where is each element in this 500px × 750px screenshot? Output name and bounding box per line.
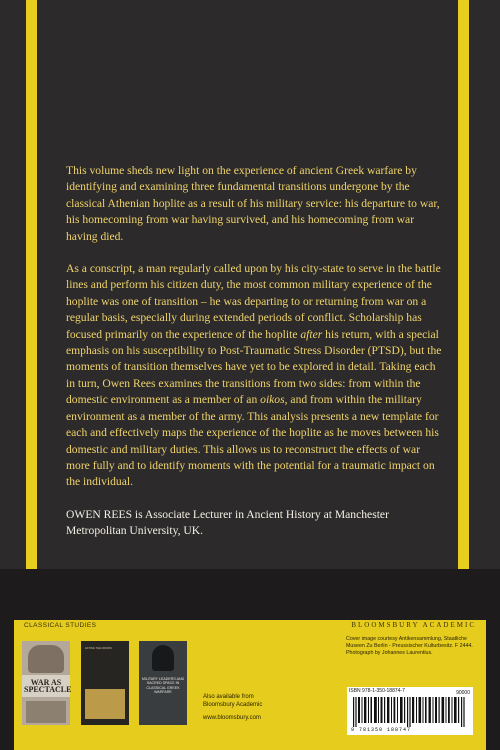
book-cover-war-as-spectacle xyxy=(22,641,70,725)
also-available-text: Also available from Bloomsbury Academic xyxy=(203,694,263,708)
book-title: MILITARY LEADERS AND SACRED SPACE IN CLASSICAL GREEK WARFARE xyxy=(141,677,185,695)
cover-image-credit: Cover image courtesy Antikensammlung, Staatliche Museen Zu Berlin - Preussischer Kulturbesitz. F 2444. Photograph by Johannes Laurentius. xyxy=(346,636,473,656)
helmet-image xyxy=(152,645,174,671)
blurb-paragraph-1: This volume sheds new light on the experience of ancient Greek warfare by identifying and examining three fundamental transitions undergone by the classical Athenian hoplite as a result of his military service: his departure to war, his homecoming from war having survived, and his homecoming from war having died. xyxy=(66,164,440,243)
vase-figure-image xyxy=(28,645,64,673)
barcode-bars xyxy=(353,697,467,727)
p2-text-3: , and from within the military environment as a member of the army. This analysis presents a new template for each and effectively maps the experience of the hoplite as he moves between his domestic and military duties. This allows us to reconstruct the effects of war more fully and to identify moments with the potential for a traumatic impact on the individual. xyxy=(66,393,439,489)
barcode-digits: 9 781350 188747 xyxy=(351,727,412,733)
barcode xyxy=(347,687,473,735)
website-link: www.bloomsbury.com xyxy=(203,715,261,721)
p2-text-2: his return, with a special emphasis on his susceptibility to Post-Traumatic Stress Disorder (PTSD), but the moments of transition themselves have yet to be explored in detail. Taking each in turn, Owen Rees examines the transitions from two sides: from within the domestic environment as a member of an xyxy=(66,327,442,407)
publisher-name: BLOOMSBURY ACADEMIC xyxy=(351,621,476,629)
right-accent-bar xyxy=(458,0,469,569)
p2-italic-after: after xyxy=(300,327,323,341)
book-cover-lifting-the-crown xyxy=(81,641,129,725)
left-accent-bar xyxy=(26,0,37,569)
p2-italic-oikos: oikos xyxy=(260,393,285,407)
p2-text-1: As a conscript, a man regularly called upon by his city-state to serve in the battle lines and perform his citizen duty, the most common military experience of the hoplite was one of transition – he was departing to or returning from war on a regular basis, especially during extended periods of conflict. Scholarship has focused primarily on the experience of the hoplite xyxy=(66,262,441,341)
blurb xyxy=(66,163,446,556)
author-bio: OWEN REES is Associate Lecturer in Ancient History at Manchester Metropolitan University, UK. xyxy=(66,507,389,538)
isbn-text: ISBN 978-1-350-18874-7 xyxy=(349,688,405,694)
price-code: 90000 xyxy=(456,690,470,696)
book-title: LIFTING THE CROWN xyxy=(85,647,112,650)
category-label: CLASSICAL STUDIES xyxy=(24,622,97,629)
cover-image xyxy=(85,689,125,719)
relief-image xyxy=(26,701,66,723)
book-title: WAR AS SPECTACLE xyxy=(24,678,72,694)
book-header xyxy=(85,647,125,667)
book-cover-military-leaders xyxy=(139,641,187,725)
blurb-paragraph-2 xyxy=(66,261,446,491)
